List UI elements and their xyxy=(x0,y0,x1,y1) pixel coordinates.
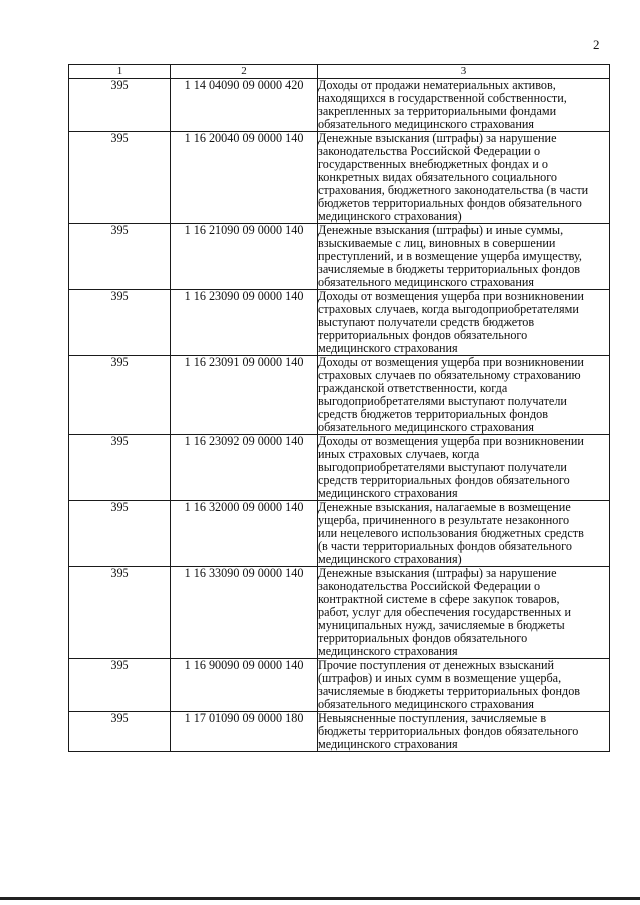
revenue-description xyxy=(318,224,610,290)
description-line: бюджетов территориальных фондов обязательного xyxy=(318,196,582,210)
budget-classification-code: 1 16 23092 09 0000 140 xyxy=(171,435,318,501)
budget-classification-code: 1 16 21090 09 0000 140 xyxy=(171,224,318,290)
budget-classification-code: 1 16 20040 09 0000 140 xyxy=(171,132,318,224)
description-line: Денежные взыскания (штрафы) за нарушение xyxy=(318,566,557,580)
description-line: муниципальных нужд, зачисляемые в бюджеты xyxy=(318,618,565,632)
budget-classification-code: 1 16 90090 09 0000 140 xyxy=(171,659,318,712)
table-row xyxy=(69,712,610,752)
description-line: гражданской ответственности, когда xyxy=(318,381,508,395)
budget-codes-table xyxy=(68,64,610,752)
description-line: медицинского страхования xyxy=(318,341,458,355)
table-row xyxy=(69,501,610,567)
table-header xyxy=(69,65,610,79)
table-row xyxy=(69,224,610,290)
description-line: обязательного медицинского страхования xyxy=(318,275,534,289)
header-col-1: 1 xyxy=(69,65,171,79)
description-line: Денежные взыскания (штрафы) за нарушение xyxy=(318,131,557,145)
description-line: Невыясненные поступления, зачисляемые в xyxy=(318,711,547,725)
description-line: территориальных фондов обязательного xyxy=(318,631,528,645)
page-bottom-rule xyxy=(0,897,640,900)
description-line: Доходы от возмещения ущерба при возникновении xyxy=(318,355,584,369)
administrator-code: 395 xyxy=(69,224,171,290)
table-row xyxy=(69,659,610,712)
description-line: страховых случаев по обязательному страхованию xyxy=(318,368,581,382)
description-line: выгодоприобретателями выступают получатели xyxy=(318,460,567,474)
description-line: средств территориальных фондов обязательного xyxy=(318,473,570,487)
table-row xyxy=(69,567,610,659)
header-row xyxy=(69,65,610,79)
administrator-code: 395 xyxy=(69,712,171,752)
table-row xyxy=(69,79,610,132)
revenue-description xyxy=(318,567,610,659)
revenue-description xyxy=(318,501,610,567)
description-line: медицинского страхования xyxy=(318,486,458,500)
description-line: зачисляемые в бюджеты территориальных фондов xyxy=(318,684,581,698)
description-line: законодательства Российской Федерации о xyxy=(318,144,541,158)
description-line: контрактной системе в сфере закупок товаров, xyxy=(318,592,560,606)
revenue-description xyxy=(318,435,610,501)
revenue-description xyxy=(318,659,610,712)
budget-classification-code: 1 16 33090 09 0000 140 xyxy=(171,567,318,659)
administrator-code: 395 xyxy=(69,79,171,132)
administrator-code: 395 xyxy=(69,290,171,356)
description-line: выгодоприобретателями выступают получатели xyxy=(318,394,567,408)
description-line: находящихся в государственной собственности, xyxy=(318,91,567,105)
table-row xyxy=(69,290,610,356)
description-line: выступают получатели средств бюджетов xyxy=(318,315,535,329)
table-body xyxy=(69,79,610,752)
description-line: закрепленных за территориальными фондами xyxy=(318,104,557,118)
administrator-code: 395 xyxy=(69,356,171,435)
description-line: (в части территориальных фондов обязательного xyxy=(318,539,572,553)
budget-classification-code: 1 14 04090 09 0000 420 xyxy=(171,79,318,132)
administrator-code: 395 xyxy=(69,435,171,501)
description-line: ущерба, причиненного в результате незаконного xyxy=(318,513,570,527)
description-line: работ, услуг для обеспечения государственных и xyxy=(318,605,572,619)
description-line: медицинского страхования) xyxy=(318,209,462,223)
administrator-code: 395 xyxy=(69,567,171,659)
description-line: преступлений, и в возмещение ущерба имуществу, xyxy=(318,249,582,263)
budget-classification-code: 1 16 32000 09 0000 140 xyxy=(171,501,318,567)
description-line: страховых случаев, когда выгодоприобретателями xyxy=(318,302,579,316)
budget-classification-code: 1 17 01090 09 0000 180 xyxy=(171,712,318,752)
revenue-description xyxy=(318,132,610,224)
description-line: или нецелевого использования бюджетных средств xyxy=(318,526,584,540)
revenue-description xyxy=(318,356,610,435)
description-line: обязательного медицинского страхования xyxy=(318,697,534,711)
description-line: законодательства Российской Федерации о xyxy=(318,579,541,593)
budget-classification-code: 1 16 23090 09 0000 140 xyxy=(171,290,318,356)
header-col-3: 3 xyxy=(318,65,610,79)
description-line: государственных внебюджетных фондах и о xyxy=(318,157,548,171)
budget-classification-code: 1 16 23091 09 0000 140 xyxy=(171,356,318,435)
description-line: медицинского страхования) xyxy=(318,552,462,566)
description-line: Доходы от возмещения ущерба при возникновении xyxy=(318,289,584,303)
description-line: медицинского страхования xyxy=(318,644,458,658)
table-row xyxy=(69,435,610,501)
description-line: обязательного медицинского страхования xyxy=(318,420,534,434)
description-line: иных страховых случаев, когда xyxy=(318,447,480,461)
administrator-code: 395 xyxy=(69,659,171,712)
description-line: средств бюджетов территориальных фондов xyxy=(318,407,548,421)
administrator-code: 395 xyxy=(69,132,171,224)
revenue-description xyxy=(318,712,610,752)
description-line: обязательного медицинского страхования xyxy=(318,117,534,131)
revenue-description xyxy=(318,290,610,356)
description-line: Доходы от продажи нематериальных активов, xyxy=(318,78,556,92)
header-col-2: 2 xyxy=(171,65,318,79)
description-line: зачисляемые в бюджеты территориальных фондов xyxy=(318,262,581,276)
description-line: Денежные взыскания, налагаемые в возмещение xyxy=(318,500,571,514)
administrator-code: 395 xyxy=(69,501,171,567)
table-row xyxy=(69,356,610,435)
description-line: конкретных видах обязательного социального xyxy=(318,170,557,184)
description-line: Доходы от возмещения ущерба при возникновении xyxy=(318,434,584,448)
revenue-description xyxy=(318,79,610,132)
description-line: страхования, бюджетного законодательства (в части xyxy=(318,183,589,197)
description-line: (штрафов) и иных сумм в возмещение ущерба, xyxy=(318,671,562,685)
table-row xyxy=(69,132,610,224)
description-line: взыскиваемые с лиц, виновных в совершении xyxy=(318,236,556,250)
description-line: бюджеты территориальных фондов обязательного xyxy=(318,724,579,738)
page-number: 2 xyxy=(593,37,600,52)
description-line: территориальных фондов обязательного xyxy=(318,328,528,342)
description-line: медицинского страхования xyxy=(318,737,458,751)
description-line: Денежные взыскания (штрафы) и иные суммы, xyxy=(318,223,564,237)
description-line: Прочие поступления от денежных взысканий xyxy=(318,658,555,672)
